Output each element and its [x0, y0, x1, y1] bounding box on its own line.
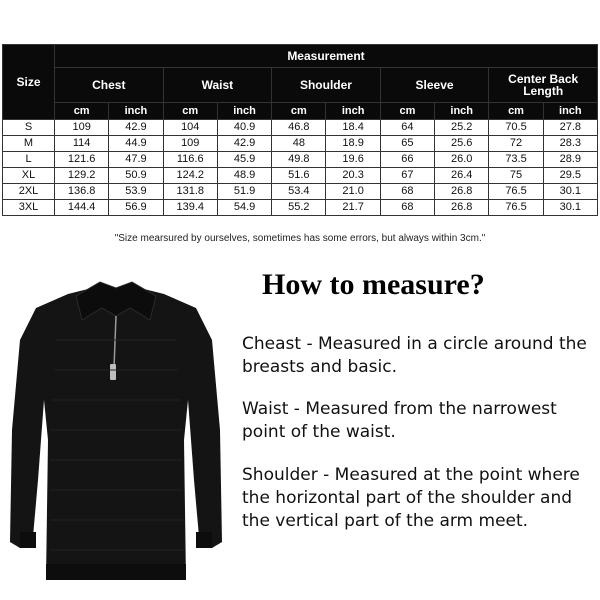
measurement-cell: 28.3 — [543, 136, 597, 152]
size-cell: 2XL — [3, 184, 55, 200]
measurement-cell: 42.9 — [217, 136, 271, 152]
unit-cm: cm — [489, 103, 543, 120]
measurement-cell: 26.8 — [435, 184, 489, 200]
measurement-cell: 53.9 — [109, 184, 163, 200]
unit-cm: cm — [380, 103, 434, 120]
measurement-cell: 42.9 — [109, 120, 163, 136]
size-cell: S — [3, 120, 55, 136]
measurement-cell: 19.6 — [326, 152, 380, 168]
measurement-cell: 116.6 — [163, 152, 217, 168]
unit-cm: cm — [55, 103, 109, 120]
table-row — [3, 184, 598, 200]
center-back-length-header: Center Back Length — [489, 68, 598, 103]
size-cell: 3XL — [3, 200, 55, 216]
measurement-cell: 30.1 — [543, 184, 597, 200]
measurement-cell: 56.9 — [109, 200, 163, 216]
unit-inch: inch — [543, 103, 597, 120]
how-to-measure-title: How to measure? — [262, 268, 485, 301]
measurement-cell: 70.5 — [489, 120, 543, 136]
unit-inch: inch — [217, 103, 271, 120]
table-row — [3, 168, 598, 184]
sweater-image — [0, 280, 232, 592]
sweater-icon — [10, 282, 222, 580]
measurement-cell: 73.5 — [489, 152, 543, 168]
measurement-cell: 48 — [272, 136, 326, 152]
measurement-cell: 53.4 — [272, 184, 326, 200]
size-cell: M — [3, 136, 55, 152]
size-header: Size — [3, 45, 55, 120]
measurement-cell: 136.8 — [55, 184, 109, 200]
measurement-cell: 54.9 — [217, 200, 271, 216]
waist-instruction: Waist - Measured from the narrowest point of the waist. — [242, 399, 557, 442]
size-cell: XL — [3, 168, 55, 184]
measurement-cell: 28.9 — [543, 152, 597, 168]
measurement-cell: 49.8 — [272, 152, 326, 168]
measurement-cell: 45.9 — [217, 152, 271, 168]
measurement-cell: 68 — [380, 184, 434, 200]
unit-inch: inch — [326, 103, 380, 120]
measurement-cell: 30.1 — [543, 200, 597, 216]
measurement-cell: 20.3 — [326, 168, 380, 184]
measurement-cell: 129.2 — [55, 168, 109, 184]
chest-instruction: Cheast - Measured in a circle around the breasts and basic. — [242, 334, 587, 377]
measurement-cell: 75 — [489, 168, 543, 184]
unit-cm: cm — [163, 103, 217, 120]
measurement-cell: 48.9 — [217, 168, 271, 184]
waist-header: Waist — [163, 68, 272, 103]
measurement-cell: 44.9 — [109, 136, 163, 152]
measurement-cell: 25.2 — [435, 120, 489, 136]
measurement-cell: 64 — [380, 120, 434, 136]
measurement-cell: 66 — [380, 152, 434, 168]
size-cell: L — [3, 152, 55, 168]
measurement-cell: 21.7 — [326, 200, 380, 216]
measurement-cell: 68 — [380, 200, 434, 216]
measurement-cell: 21.0 — [326, 184, 380, 200]
unit-inch: inch — [109, 103, 163, 120]
measurement-cell: 25.6 — [435, 136, 489, 152]
measurement-cell: 72 — [489, 136, 543, 152]
measurement-cell: 67 — [380, 168, 434, 184]
size-chart-table — [2, 44, 598, 216]
size-note: "Size mearsured by ourselves, sometimes has some errors, but always within 3cm." — [114, 233, 486, 244]
size-rows — [3, 120, 598, 216]
measurement-cell: 26.0 — [435, 152, 489, 168]
table-row — [3, 152, 598, 168]
measurement-cell: 109 — [163, 136, 217, 152]
shoulder-header: Shoulder — [272, 68, 381, 103]
measurement-cell: 114 — [55, 136, 109, 152]
unit-cm: cm — [272, 103, 326, 120]
measurement-cell: 65 — [380, 136, 434, 152]
table-row — [3, 136, 598, 152]
measurement-cell: 18.4 — [326, 120, 380, 136]
measurement-cell: 144.4 — [55, 200, 109, 216]
measurement-cell: 76.5 — [489, 184, 543, 200]
measurement-cell: 51.9 — [217, 184, 271, 200]
chest-header: Chest — [55, 68, 164, 103]
measurement-cell: 29.5 — [543, 168, 597, 184]
measurement-cell: 40.9 — [217, 120, 271, 136]
measurement-cell: 55.2 — [272, 200, 326, 216]
measurement-cell: 109 — [55, 120, 109, 136]
measurement-cell: 46.8 — [272, 120, 326, 136]
sleeve-header: Sleeve — [380, 68, 489, 103]
measurement-cell: 18.9 — [326, 136, 380, 152]
measurement-header: Measurement — [55, 45, 598, 68]
measurement-cell: 50.9 — [109, 168, 163, 184]
measurement-cell: 26.4 — [435, 168, 489, 184]
measurement-cell: 27.8 — [543, 120, 597, 136]
measurement-cell: 104 — [163, 120, 217, 136]
measurement-cell: 51.6 — [272, 168, 326, 184]
measurement-cell: 76.5 — [489, 200, 543, 216]
measurement-cell: 139.4 — [163, 200, 217, 216]
table-row — [3, 200, 598, 216]
measurement-cell: 121.6 — [55, 152, 109, 168]
measurement-cell: 131.8 — [163, 184, 217, 200]
measurement-cell: 47.9 — [109, 152, 163, 168]
table-row — [3, 120, 598, 136]
measurement-cell: 124.2 — [163, 168, 217, 184]
measurement-cell: 26.8 — [435, 200, 489, 216]
shoulder-instruction: Shoulder - Measured at the point where the horizontal part of the shoulder and the vertical part of the arm meet. — [242, 465, 580, 531]
unit-inch: inch — [435, 103, 489, 120]
